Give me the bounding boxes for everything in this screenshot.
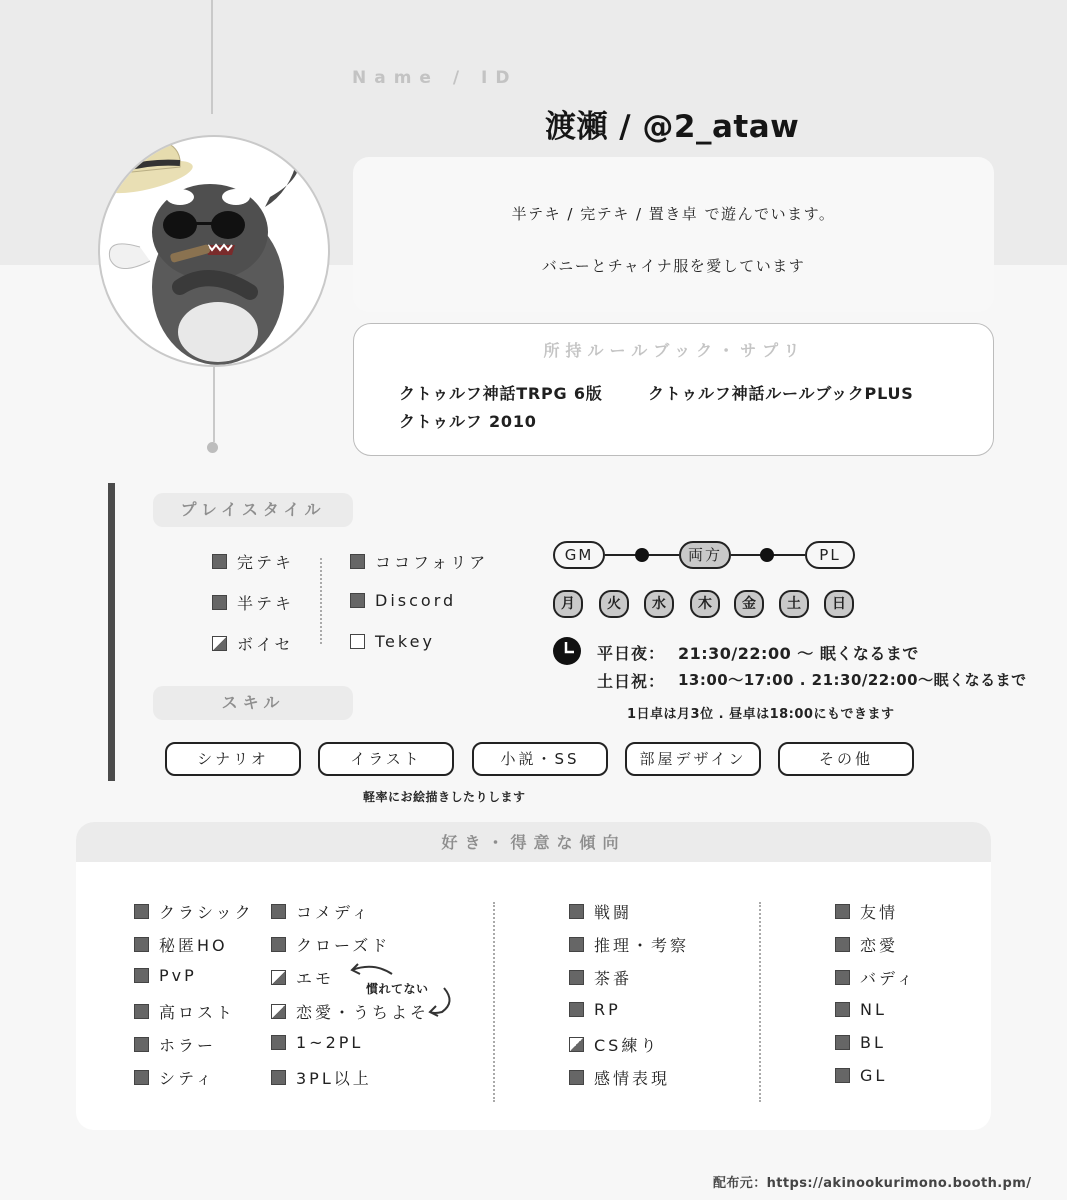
checkbox-checked-icon — [835, 1068, 850, 1083]
like-item[interactable]: NL — [835, 1000, 887, 1019]
like-item[interactable]: エモ — [271, 966, 334, 989]
section-accent-bar — [108, 483, 115, 781]
checkbox-checked-icon — [134, 937, 149, 952]
weekday-value: 21:30/22:00 〜 眠くなるまで — [678, 644, 919, 663]
like-item[interactable]: 茶番 — [569, 966, 632, 989]
checkbox-checked-icon — [350, 593, 365, 608]
intro-card — [353, 157, 994, 312]
like-item[interactable]: クラシック — [134, 900, 254, 923]
annotation-arrows-icon — [344, 958, 464, 1018]
checkbox-half-icon — [569, 1037, 584, 1052]
position-pl[interactable]: PL — [805, 541, 855, 569]
skill-illust[interactable]: イラスト — [318, 742, 454, 776]
day-thu[interactable]: 木 — [690, 590, 720, 618]
checkbox-half-icon — [271, 1004, 286, 1019]
position-dot — [635, 548, 649, 562]
like-item[interactable]: ホラー — [134, 1033, 216, 1056]
like-item[interactable]: PvP — [134, 966, 197, 985]
checkbox-checked-icon — [569, 1070, 584, 1085]
like-item[interactable]: 戦闘 — [569, 900, 632, 923]
like-item[interactable]: バディ — [835, 966, 916, 989]
checkbox-checked-icon — [134, 904, 149, 919]
like-item[interactable]: BL — [835, 1033, 886, 1052]
like-item[interactable]: コメディ — [271, 900, 371, 923]
like-item[interactable]: 恋愛 — [835, 933, 898, 956]
checkbox-checked-icon — [835, 904, 850, 919]
day-tue[interactable]: 火 — [599, 590, 629, 618]
clock-icon — [552, 636, 582, 666]
skills-title: スキル — [153, 686, 353, 720]
day-sat[interactable]: 土 — [779, 590, 809, 618]
like-item[interactable]: CS練り — [569, 1033, 659, 1056]
rulebook-title: 所持ルールブック・サプリ — [543, 341, 806, 360]
annotation-text: 慣れてない — [366, 982, 429, 996]
skill-scenario[interactable]: シナリオ — [165, 742, 301, 776]
checkbox-checked-icon — [134, 1070, 149, 1085]
divider — [320, 558, 322, 644]
day-sun[interactable]: 日 — [824, 590, 854, 618]
name-value: 渡瀬 / @2_ataw — [545, 109, 800, 145]
like-item[interactable]: 感情表現 — [569, 1066, 670, 1089]
day-wed[interactable]: 水 — [644, 590, 674, 618]
day-fri[interactable]: 金 — [734, 590, 764, 618]
timeline-dot — [207, 442, 218, 453]
checkbox-checked-icon — [271, 1035, 286, 1050]
skill-room-design[interactable]: 部屋デザイン — [625, 742, 761, 776]
like-item[interactable]: 恋愛・うちよそ — [271, 1000, 429, 1023]
checkbox-checked-icon — [271, 937, 286, 952]
checkbox-checked-icon — [271, 1070, 286, 1085]
skills-note: 軽率にお絵描きしたりします — [363, 790, 526, 804]
playstyle-title: プレイスタイル — [153, 493, 353, 527]
intro-line: バニーとチャイナ服を愛しています — [541, 257, 806, 275]
name-label: Name / ID — [352, 68, 518, 88]
weekend-value: 13:00〜17:00 . 21:30/22:00〜眠くなるまで — [678, 671, 1027, 689]
like-item[interactable]: クローズド — [271, 933, 390, 956]
checkbox-checked-icon — [835, 970, 850, 985]
checkbox-checked-icon — [134, 968, 149, 983]
rulebook-card — [353, 323, 994, 456]
playstyle-item[interactable]: 半テキ — [212, 591, 294, 614]
playstyle-item[interactable]: 完テキ — [212, 550, 294, 573]
skill-novel[interactable]: 小説・SS — [472, 742, 608, 776]
position-both[interactable]: 両方 — [679, 541, 731, 569]
checkbox-checked-icon — [212, 554, 227, 569]
checkbox-checked-icon — [569, 904, 584, 919]
like-item[interactable]: 3PL以上 — [271, 1066, 372, 1089]
checkbox-checked-icon — [569, 1002, 584, 1017]
like-item[interactable]: 推理・考察 — [569, 933, 689, 956]
likes-title: 好き・得意な傾向 — [76, 822, 991, 862]
checkbox-empty-icon — [350, 634, 365, 649]
like-item[interactable]: 友情 — [835, 900, 898, 923]
timeline-line-lower — [213, 360, 215, 442]
schedule-note: 1日卓は月3位 . 昼卓は18:00にもできます — [627, 707, 895, 722]
like-item[interactable]: 1~2PL — [271, 1033, 363, 1052]
rulebook-item: クトゥルフ神話ルールブックPLUS — [648, 384, 914, 403]
playstyle-item[interactable]: Tekey — [350, 632, 435, 651]
like-item[interactable]: 高ロスト — [134, 1000, 235, 1023]
checkbox-checked-icon — [134, 1037, 149, 1052]
like-item[interactable]: RP — [569, 1000, 621, 1019]
playstyle-item[interactable]: ボイセ — [212, 632, 294, 655]
day-mon[interactable]: 月 — [553, 590, 583, 618]
playstyle-item[interactable]: ココフォリア — [350, 550, 488, 573]
like-item[interactable]: GL — [835, 1066, 887, 1085]
skill-other[interactable]: その他 — [778, 742, 914, 776]
credit-text: 配布元：https://akinookurimono.booth.pm/ — [713, 1176, 1032, 1191]
weekend-label: 土日祝： — [597, 672, 666, 691]
checkbox-checked-icon — [271, 904, 286, 919]
checkbox-checked-icon — [835, 1035, 850, 1050]
checkbox-checked-icon — [835, 937, 850, 952]
checkbox-checked-icon — [835, 1002, 850, 1017]
divider — [759, 902, 761, 1102]
avatar — [98, 135, 330, 367]
rulebook-item: クトゥルフ神話TRPG 6版 — [399, 384, 603, 403]
like-item[interactable]: シティ — [134, 1066, 215, 1089]
checkbox-checked-icon — [134, 1004, 149, 1019]
checkbox-checked-icon — [212, 595, 227, 610]
divider — [493, 902, 495, 1102]
position-dot — [760, 548, 774, 562]
timeline-line — [211, 0, 213, 114]
checkbox-half-icon — [212, 636, 227, 651]
checkbox-checked-icon — [350, 554, 365, 569]
checkbox-checked-icon — [569, 970, 584, 985]
checkbox-half-icon — [271, 970, 286, 985]
rulebook-item: クトゥルフ 2010 — [399, 412, 537, 431]
intro-line: 半テキ / 完テキ / 置き卓 で遊んでいます。 — [511, 205, 836, 223]
playstyle-item[interactable]: Discord — [350, 591, 456, 610]
checkbox-checked-icon — [569, 937, 584, 952]
weekday-label: 平日夜： — [597, 644, 666, 663]
like-item[interactable]: 秘匿HO — [134, 933, 228, 956]
orca-avatar-illustration — [100, 137, 330, 367]
position-gm[interactable]: GM — [553, 541, 605, 569]
